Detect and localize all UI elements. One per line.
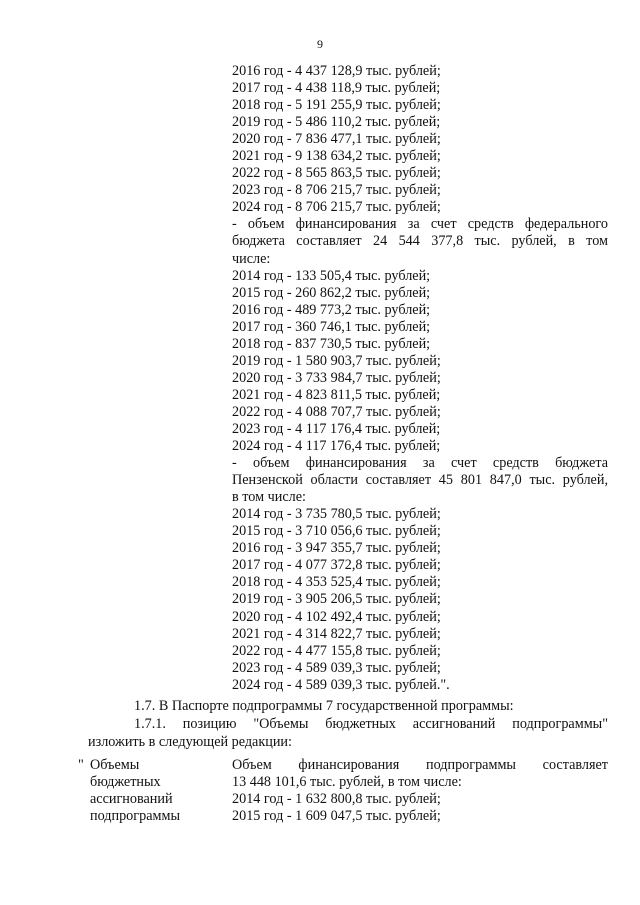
federal-budget-intro: числе: <box>232 250 271 267</box>
regional-year-line: 2022 год - 4 477 155,8 тыс. рублей; <box>232 642 441 659</box>
regional-year-line: 2017 год - 4 077 372,8 тыс. рублей; <box>232 557 441 574</box>
funding-year-line: 2016 год - 4 437 128,9 тыс. рублей; <box>232 63 441 79</box>
federal-year-line: 2024 год - 4 117 176,4 тыс. рублей; <box>232 438 441 455</box>
federal-year-line: 2022 год - 4 088 707,7 тыс. рублей; <box>232 403 441 420</box>
federal-year-line: 2019 год - 1 580 903,7 тыс. рублей; <box>232 352 441 369</box>
federal-year-line: 2017 год - 360 746,1 тыс. рублей; <box>232 318 431 335</box>
section-1-7-1-line1: 1.7.1. позицию "Объемы бюджетных ассигнований подпрограммы" <box>134 716 608 732</box>
regional-year-line: 2015 год - 3 710 056,6 тыс. рублей; <box>232 523 441 540</box>
funding-year-line: 2018 год - 5 191 255,9 тыс. рублей; <box>232 97 441 114</box>
table-value-line: 2015 год - 1 609 047,5 тыс. рублей; <box>232 808 441 825</box>
page-number: 9 <box>317 37 323 51</box>
federal-year-line: 2023 год - 4 117 176,4 тыс. рублей; <box>232 420 441 437</box>
funding-year-line: 2022 год - 8 565 863,5 тыс. рублей; <box>232 165 441 182</box>
section-1-7-heading: 1.7. В Паспорте подпрограммы 7 государственной программы: <box>134 698 514 714</box>
table-label-line: бюджетных <box>90 774 161 791</box>
regional-year-line: 2019 год - 3 905 206,5 тыс. рублей; <box>232 591 441 608</box>
table-value-line: 13 448 101,6 тыс. рублей, в том числе: <box>232 774 462 791</box>
regional-year-line: 2020 год - 4 102 492,4 тыс. рублей; <box>232 608 441 625</box>
regional-budget-intro: - объем финансирования за счет средств бюджета <box>232 455 608 472</box>
funding-year-line: 2023 год - 8 706 215,7 тыс. рублей; <box>232 182 441 199</box>
table-value-line: 2014 год - 1 632 800,8 тыс. рублей; <box>232 791 441 808</box>
table-label-line: ассигнований <box>90 791 173 808</box>
funding-year-line: 2024 год - 8 706 215,7 тыс. рублей; <box>232 199 441 216</box>
regional-year-line: 2014 год - 3 735 780,5 тыс. рублей; <box>232 506 441 523</box>
open-quote: " <box>78 757 84 773</box>
federal-budget-intro: - объем финансирования за счет средств федерального <box>232 216 608 233</box>
regional-budget-intro: Пензенской области составляет 45 801 847,0 тыс. рублей, <box>232 472 608 489</box>
funding-year-line: 2020 год - 7 836 477,1 тыс. рублей; <box>232 131 441 148</box>
regional-year-line: 2024 год - 4 589 039,3 тыс. рублей.". <box>232 676 450 693</box>
federal-year-line: 2021 год - 4 823 811,5 тыс. рублей; <box>232 386 441 403</box>
federal-year-line: 2016 год - 489 773,2 тыс. рублей; <box>232 301 431 318</box>
funding-year-line: 2017 год - 4 438 118,9 тыс. рублей; <box>232 80 441 97</box>
federal-year-line: 2020 год - 3 733 984,7 тыс. рублей; <box>232 369 441 386</box>
table-value-line: Объем финансирования подпрограммы составляет <box>232 757 608 773</box>
regional-year-line: 2023 год - 4 589 039,3 тыс. рублей; <box>232 659 441 676</box>
federal-budget-intro: бюджета составляет 24 544 377,8 тыс. рублей, в том <box>232 233 608 250</box>
federal-year-line: 2018 год - 837 730,5 тыс. рублей; <box>232 335 431 352</box>
section-1-7-1-line2: изложить в следующей редакции: <box>88 734 292 750</box>
table-label-line: подпрограммы <box>90 808 180 825</box>
regional-year-line: 2021 год - 4 314 822,7 тыс. рублей; <box>232 625 441 642</box>
regional-budget-intro: в том числе: <box>232 489 306 506</box>
regional-year-line: 2016 год - 3 947 355,7 тыс. рублей; <box>232 540 441 557</box>
table-label-line: Объемы <box>90 757 140 773</box>
regional-year-line: 2018 год - 4 353 525,4 тыс. рублей; <box>232 574 441 591</box>
funding-year-line: 2021 год - 9 138 634,2 тыс. рублей; <box>232 148 441 165</box>
funding-year-line: 2019 год - 5 486 110,2 тыс. рублей; <box>232 114 441 131</box>
table-right-cell <box>232 757 608 825</box>
table-left-cell <box>90 757 230 825</box>
federal-year-line: 2014 год - 133 505,4 тыс. рублей; <box>232 267 431 284</box>
funding-continuation-column <box>232 63 608 694</box>
federal-year-line: 2015 год - 260 862,2 тыс. рублей; <box>232 284 431 301</box>
